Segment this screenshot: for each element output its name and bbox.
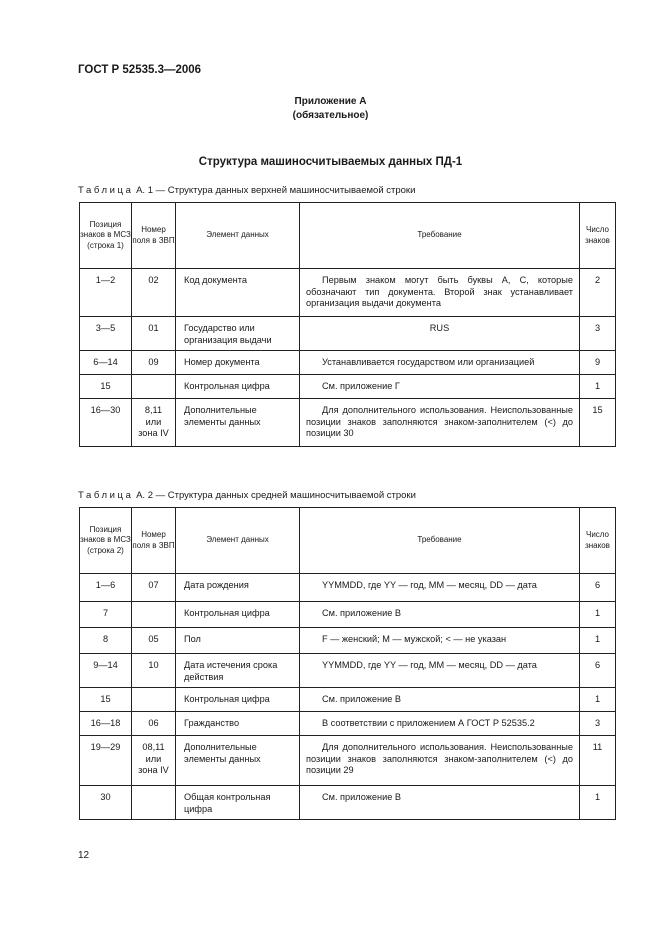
caption-text: А. 2 — Структура данных средней машиносчитываемой строки	[133, 490, 416, 501]
table-a2	[79, 507, 616, 820]
cell-field-no-text: 10	[148, 660, 159, 670]
cell-field-no	[132, 399, 176, 447]
cell-requirement-text: Первым знаком могут быть буквы А, С, которые обозначают тип документа. Второй знак устанавливает организация выдачи документа	[306, 275, 573, 308]
cell-field-no-text: 08,11 или зона IV	[138, 742, 169, 775]
cell-count	[580, 688, 616, 712]
cell-count	[580, 712, 616, 736]
col-requirement: Требование	[300, 508, 580, 574]
cell-count	[580, 375, 616, 399]
table-row	[80, 712, 616, 736]
cell-count	[580, 269, 616, 317]
cell-count-text: 15	[592, 405, 603, 415]
cell-requirement-text: Для дополнительного использования. Неиспользованные позиции знаков заполняются знаком-заполнителем (<) до позиции 29	[306, 742, 573, 775]
cell-count-text: 1	[594, 634, 601, 644]
cell-requirement-text: См. приложение Г	[322, 381, 400, 391]
cell-count	[580, 786, 616, 820]
cell-element-text: Контрольная цифра	[184, 694, 270, 704]
col-requirement: Требование	[300, 203, 580, 269]
cell-position	[80, 269, 132, 317]
col-element: Элемент данных	[176, 508, 300, 574]
cell-field-no	[132, 786, 176, 820]
cell-field-no-text: 05	[148, 634, 159, 644]
cell-requirement	[300, 375, 580, 399]
cell-field-no-text: 06	[148, 718, 159, 728]
cell-field-no	[132, 351, 176, 375]
caption-prefix: Таблица	[78, 185, 134, 196]
caption-text: А. 1 — Структура данных верхней машиносчитываемой строки	[133, 185, 416, 196]
table-row	[80, 688, 616, 712]
table-row	[80, 786, 616, 820]
cell-element	[176, 786, 300, 820]
cell-element-text: Общая контрольная цифра	[184, 792, 271, 814]
cell-field-no-text: 09	[148, 357, 159, 367]
cell-count-text: 3	[594, 718, 601, 728]
page-number: 12	[78, 850, 90, 861]
cell-count-text: 6	[594, 660, 601, 670]
cell-requirement-text: F — женский; M — мужской; < — не указан	[322, 634, 507, 644]
cell-element-text: Номер документа	[184, 357, 260, 367]
appendix-status: (обязательное)	[292, 110, 369, 121]
table-a2-caption	[78, 490, 416, 501]
cell-requirement-text: RUS	[429, 323, 450, 333]
table-row	[80, 375, 616, 399]
cell-position	[80, 688, 132, 712]
cell-requirement	[300, 786, 580, 820]
cell-field-no-text	[132, 375, 175, 385]
cell-position	[80, 351, 132, 375]
appendix-title: Приложение А	[294, 96, 367, 107]
cell-position-text: 7	[102, 608, 109, 618]
cell-requirement-text: В соответствии с приложением А ГОСТ Р 52535.2	[322, 718, 535, 728]
cell-requirement	[300, 688, 580, 712]
cell-field-no	[132, 602, 176, 628]
col-position: Позиция знаков в МСЗ (строка 1)	[80, 203, 132, 269]
cell-element-text: Дата истечения срока действия	[184, 660, 278, 682]
cell-count-text: 1	[594, 608, 601, 618]
cell-element	[176, 269, 300, 317]
table-row	[80, 399, 616, 447]
cell-element	[176, 688, 300, 712]
cell-element	[176, 317, 300, 351]
cell-count-text: 1	[594, 694, 601, 704]
cell-count-text: 2	[594, 275, 601, 285]
cell-count-text: 6	[594, 580, 601, 590]
cell-requirement	[300, 654, 580, 688]
cell-field-no	[132, 375, 176, 399]
cell-requirement-text: Устанавливается государством или организацией	[322, 357, 535, 367]
cell-field-no-text: 02	[148, 275, 159, 285]
caption-prefix: Таблица	[78, 490, 134, 501]
table-a2-body	[80, 574, 616, 820]
cell-element	[176, 602, 300, 628]
cell-count	[580, 399, 616, 447]
cell-count-text: 11	[592, 742, 603, 752]
cell-field-no	[132, 317, 176, 351]
cell-position	[80, 574, 132, 602]
cell-position-text: 15	[100, 694, 111, 704]
cell-position-text: 16—18	[90, 718, 121, 728]
cell-requirement	[300, 399, 580, 447]
cell-requirement	[300, 736, 580, 786]
table-a1-caption	[78, 185, 415, 196]
cell-position-text: 1—2	[95, 275, 116, 285]
cell-count	[580, 628, 616, 654]
cell-count-text: 3	[594, 323, 601, 333]
cell-field-no-text: 8,11 или зона IV	[138, 405, 169, 438]
table-row	[80, 317, 616, 351]
cell-count	[580, 351, 616, 375]
cell-requirement-text: YYMMDD, где YY — год, MM — месяц, DD — дата	[322, 660, 537, 670]
cell-field-no-text	[132, 688, 175, 698]
cell-element-text: Дополнительные элементы данных	[184, 405, 261, 427]
col-field-no: Номер поля в ЗВП	[132, 203, 176, 269]
table-row	[80, 602, 616, 628]
col-count: Число знаков	[580, 203, 616, 269]
cell-element-text: Дополнительные элементы данных	[184, 742, 261, 764]
cell-position-text: 30	[100, 792, 111, 802]
cell-count-text: 9	[594, 357, 601, 367]
cell-position-text: 6—14	[93, 357, 118, 367]
cell-count-text: 1	[594, 381, 601, 391]
cell-element-text: Пол	[184, 634, 201, 644]
cell-count	[580, 654, 616, 688]
cell-element-text: Контрольная цифра	[184, 608, 270, 618]
cell-position	[80, 399, 132, 447]
table-row	[80, 736, 616, 786]
cell-requirement-text: См. приложение В	[322, 792, 401, 802]
cell-count	[580, 317, 616, 351]
cell-element	[176, 351, 300, 375]
section-title: Структура машиносчитываемых данных ПД-1	[198, 156, 463, 168]
cell-element	[176, 574, 300, 602]
table-a1	[79, 202, 616, 447]
cell-field-no-text	[132, 602, 175, 612]
cell-position-text: 1—6	[95, 580, 116, 590]
cell-requirement-text: См. приложение В	[322, 608, 401, 618]
cell-position-text: 19—29	[90, 742, 121, 752]
cell-field-no	[132, 574, 176, 602]
cell-position	[80, 712, 132, 736]
cell-element	[176, 736, 300, 786]
col-position: Позиция знаков в МСЗ (строка 2)	[80, 508, 132, 574]
cell-field-no-text: 01	[148, 323, 159, 333]
cell-field-no	[132, 712, 176, 736]
cell-element	[176, 654, 300, 688]
cell-element-text: Дата рождения	[184, 580, 249, 590]
table-row	[80, 351, 616, 375]
cell-requirement-text: См. приложение В	[322, 694, 401, 704]
cell-position-text: 9—14	[93, 660, 118, 670]
cell-requirement-text: Для дополнительного использования. Неиспользованные позиции знаков заполняются знаком-заполнителем (<) до позиции 30	[306, 405, 573, 438]
col-field-no: Номер поля в ЗВП	[132, 508, 176, 574]
cell-count	[580, 602, 616, 628]
cell-position	[80, 375, 132, 399]
cell-requirement-text: YYMMDD, где YY — год, MM — месяц, DD — дата	[322, 580, 537, 590]
table-row	[80, 574, 616, 602]
cell-position	[80, 654, 132, 688]
cell-requirement	[300, 269, 580, 317]
table-row	[80, 269, 616, 317]
cell-position	[80, 786, 132, 820]
cell-requirement	[300, 602, 580, 628]
cell-field-no	[132, 688, 176, 712]
cell-requirement	[300, 351, 580, 375]
cell-field-no	[132, 269, 176, 317]
cell-position	[80, 736, 132, 786]
cell-field-no	[132, 628, 176, 654]
cell-count-text: 1	[594, 792, 601, 802]
col-count: Число знаков	[580, 508, 616, 574]
cell-element	[176, 628, 300, 654]
cell-element	[176, 712, 300, 736]
cell-position	[80, 602, 132, 628]
cell-field-no-text	[132, 786, 175, 796]
table-a1-body	[80, 269, 616, 447]
cell-element-text: Гражданство	[184, 718, 240, 728]
cell-requirement	[300, 712, 580, 736]
cell-position-text: 15	[100, 381, 111, 391]
cell-element-text: Код документа	[184, 275, 247, 285]
cell-position-text: 16—30	[90, 405, 121, 415]
cell-element-text: Государство или организация выдачи	[184, 323, 272, 345]
cell-position	[80, 628, 132, 654]
cell-requirement	[300, 628, 580, 654]
cell-count	[580, 736, 616, 786]
cell-field-no	[132, 736, 176, 786]
document-header: ГОСТ Р 52535.3—2006	[78, 64, 202, 76]
cell-position-text: 8	[102, 634, 109, 644]
cell-field-no-text: 07	[148, 580, 159, 590]
table-row	[80, 654, 616, 688]
cell-element-text: Контрольная цифра	[184, 381, 270, 391]
cell-count	[580, 574, 616, 602]
cell-element	[176, 399, 300, 447]
cell-field-no	[132, 654, 176, 688]
table-header-row	[80, 203, 616, 269]
col-element: Элемент данных	[176, 203, 300, 269]
cell-position	[80, 317, 132, 351]
table-header-row	[80, 508, 616, 574]
cell-requirement	[300, 574, 580, 602]
cell-element	[176, 375, 300, 399]
table-row	[80, 628, 616, 654]
cell-requirement	[300, 317, 580, 351]
cell-position-text: 3—5	[95, 323, 116, 333]
